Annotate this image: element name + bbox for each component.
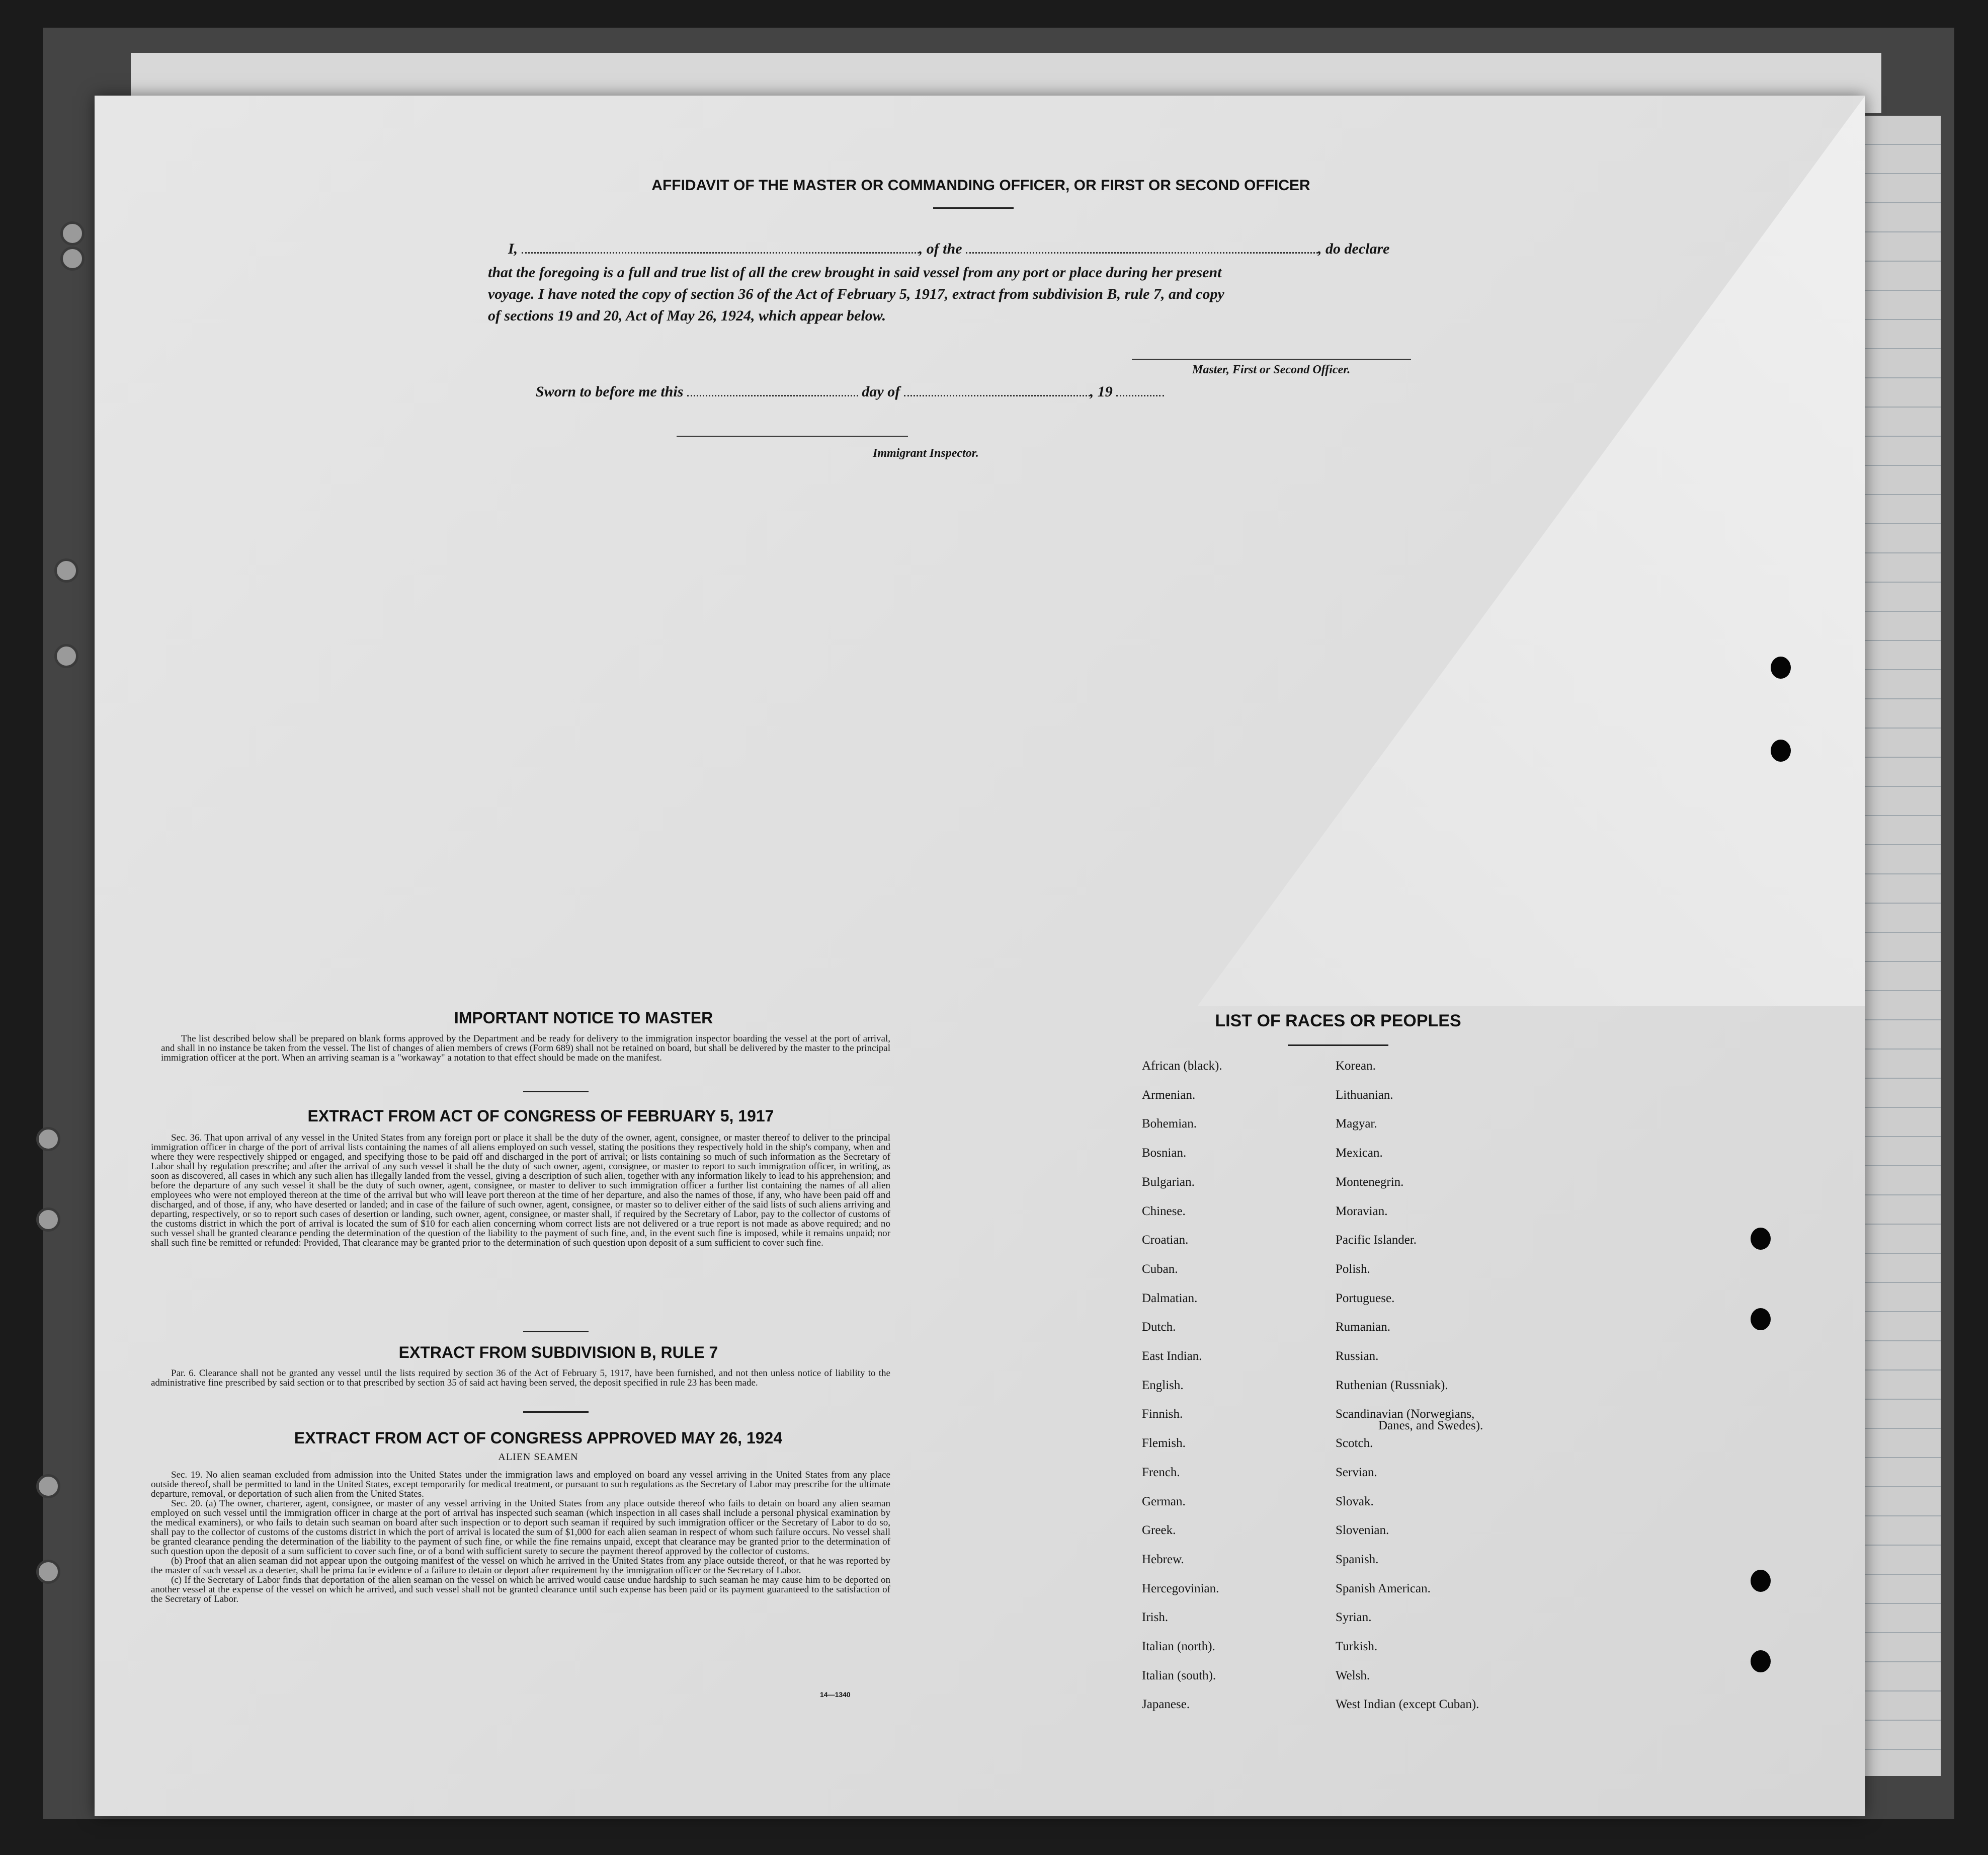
affidavit-body-line-3: voyage. I have noted the copy of section 36 of the Act of February 5, 1917, extract from subdivision B, rule 7, and copy [488, 286, 1224, 302]
extract-rule7-text [151, 1368, 890, 1388]
punch-hole [1771, 657, 1791, 679]
sworn-month-field[interactable] [904, 395, 1090, 396]
race-item: Rumanian. [1336, 1320, 1391, 1334]
binder-ring [60, 247, 85, 271]
section-20b: (b) Proof that an alien seaman did not appear upon the outgoing manifest of the vessel on which he arrived in the United States from any place outside thereof, or that he was reported by the master of such vessel as a deserter, shall be prima facie evidence of a failure to detain or deport after requirement by the immigration officer or the Secretary of Labor. [151, 1556, 890, 1576]
race-item: Lithuanian. [1336, 1088, 1393, 1102]
affidavit-i: I, [508, 240, 518, 257]
sworn-year-field[interactable] [1116, 395, 1164, 396]
binder-ring [54, 644, 78, 668]
inspector-label: Immigrant Inspector. [873, 447, 979, 460]
section-20a: Sec. 20. (a) The owner, charterer, agent, consignee, or master of any vessel arriving in the United States from any place outside thereof who fails to detain on board any alien seaman employed on such vessel until the immigration officer in charge at the port of arrival has inspected such seaman (which inspection in all cases shall include a personal physical examination by the medical examiners), or who fails to detain such seaman on board after such inspection or to deport such seaman if required by such immigration officer or the Secretary of Labor to do so, shall pay to the collector of customs of the customs district in which the port of arrival is located the sum of $1,000 for each alien seaman in respect of whom such failure occurs. No vessel shall be granted clearance pending the determination of the liability to the payment of such fine, or while the fine remains unpaid, except that clearance may be granted prior to the determination of such question upon the deposit of a sum sufficient to cover such fine, or of a bond with sufficient surety to secure the payment thereof approved by the collector of customs. [151, 1498, 890, 1557]
master-signature-label: Master, First or Second Officer. [1192, 363, 1351, 376]
extract-rule7-rule [523, 1411, 589, 1413]
races-rule [1288, 1044, 1388, 1046]
race-item: Cuban. [1142, 1262, 1178, 1276]
race-item: Portuguese. [1336, 1292, 1395, 1305]
race-item: Korean. [1336, 1059, 1376, 1073]
notice-title: IMPORTANT NOTICE TO MASTER [454, 1009, 713, 1027]
race-item: Finnish. [1142, 1407, 1183, 1421]
section-19: Sec. 19. No alien seaman excluded from admission into the United States under the immigration laws and employed on board any vessel arriving in the United States from any place outside thereof, shall be permitted to land in the United States, except temporarily for medical treatment, or pursuant to such regulations as the Secretary of Labor may prescribe for the ultimate departure, removal, or deportation of such alien from the United States. [151, 1470, 890, 1499]
binder-ring [36, 1127, 60, 1151]
section-20c: (c) If the Secretary of Labor finds that deportation of the alien seaman on the vessel on which he arrived would cause undue hardship to such seaman he may cause him to be deported on another vessel at the expense of the vessel on which he arrived, and such vessel shall not be granted clearance until such expense has been paid or its payment guaranteed to the satisfaction of the Secretary of Labor. [151, 1575, 890, 1604]
race-item: Montenegrin. [1336, 1175, 1404, 1189]
punch-hole [1751, 1228, 1771, 1250]
race-item: Scotch. [1336, 1436, 1373, 1450]
extract-1924-title: EXTRACT FROM ACT OF CONGRESS APPROVED MAY 26, 1924 [294, 1429, 783, 1447]
notice-text [161, 1034, 890, 1063]
sworn-prefix: Sworn to before me this [536, 383, 684, 400]
race-item: Flemish. [1142, 1436, 1186, 1450]
race-item: East Indian. [1142, 1349, 1202, 1363]
race-item: Turkish. [1336, 1640, 1378, 1653]
race-item: Italian (south). [1142, 1669, 1216, 1682]
affidavit-declare: , do declare [1318, 240, 1390, 257]
punch-hole [1751, 1650, 1771, 1672]
race-item: Magyar. [1336, 1117, 1377, 1131]
race-item: Pacific Islander. [1336, 1233, 1417, 1247]
name-field[interactable] [522, 252, 919, 254]
race-item: Scandinavian (Norwegians, [1336, 1407, 1475, 1421]
race-item: Italian (north). [1142, 1640, 1215, 1653]
vessel-field[interactable] [966, 252, 1318, 254]
affidavit-of-the: , of the [919, 240, 962, 257]
race-item: English. [1142, 1379, 1184, 1392]
race-item: Bohemian. [1142, 1117, 1197, 1131]
race-item: Ruthenian (Russniak). [1336, 1379, 1448, 1392]
binder-ring [60, 221, 85, 246]
paragraph-6: Par. 6. Clearance shall not be granted any vessel until the lists required by section 36 of the Act of February 5, 1917, have been furnished, and not then unless notice of liability to the administrative fine prescribed by said section or to that prescribed by section 35 of said act having been served, the deposit specified in rule 23 has been made. [151, 1368, 890, 1388]
notice-rule [523, 1091, 589, 1092]
affidavit-line-1 [508, 240, 1389, 258]
race-item: Japanese. [1142, 1698, 1190, 1711]
binder-ring [36, 1474, 60, 1498]
race-item: Russian. [1336, 1349, 1379, 1363]
race-item: Syrian. [1336, 1610, 1372, 1624]
extract-1924-text [151, 1470, 890, 1604]
race-item: West Indian (except Cuban). [1336, 1698, 1479, 1711]
section-36: Sec. 36. That upon arrival of any vessel in the United States from any foreign port or place it shall be the duty of the owner, agent, consignee, or master thereof to deliver to the principal immigration officer in charge of the port of arrival lists containing the names of all aliens employed on such vessel, stating the positions they respectively hold in the ship's company, when and where they were respectively shipped or engaged, and specifying those to be paid off and discharged in the port of arrival; or lists containing so much of such information as the Secretary of Labor shall by regulation prescribe; and after the arrival of any such vessel it shall be the duty of such owner, agent, consignee, or master to report to such immigration officer, in writing, as soon as discovered, all cases in which any such alien has illegally landed from the vessel, giving a description of such alien, together with any information likely to lead to his apprehension; and before the departure of any such vessel it shall be the duty of such owner, agent, consignee, or master to deliver to such immigration officer a further list containing the names of all alien employees who were not employed thereon at the time of the arrival but who will leave port thereon at the time of her departure, and also the names of those, if any, who have been paid off and discharged, and of those, if any, who have deserted or landed; and in case of the failure of such owner, agent, consignee, or master so to deliver either of the said lists of such aliens arriving and departing, respectively, or so to report such cases of desertion or landing, such owner, agent, consignee, or master shall, if required by the Secretary of Labor, pay to the collector of customs of the customs district in which the port of arrival is located the sum of $10 for each alien concerning whom correct lists are not delivered or a true report is not made as above required; and no such vessel shall be granted clearance pending the determination of the question of the liability to the payment of such fine, and, in the event such fine is imposed, while it remains unpaid; nor shall such fine be remitted or refunded: Provided, That clearance may be granted prior to the determination of such question upon deposit of a sum sufficient to cover such fine. [151, 1133, 890, 1248]
extract-1917-title: EXTRACT FROM ACT OF CONGRESS OF FEBRUARY 5, 1917 [307, 1107, 774, 1125]
races-title: LIST OF RACES OR PEOPLES [1215, 1011, 1461, 1030]
race-item: Irish. [1142, 1610, 1169, 1624]
underlying-lined-sheet [1865, 116, 1941, 1776]
race-item: Chinese. [1142, 1204, 1186, 1218]
race-item: German. [1142, 1495, 1186, 1508]
race-item: Hebrew. [1142, 1553, 1184, 1566]
race-item: Spanish. [1336, 1553, 1379, 1566]
race-item: African (black). [1142, 1059, 1222, 1073]
extract-1917-text [151, 1133, 890, 1248]
notice-paragraph: The list described below shall be prepared on blank forms approved by the Department and be ready for delivery to the immigration inspector boarding the vessel at the port of arrival, and shall in no instance be taken from the vessel. The list of changes of alien members of crews (Form 689) shall not be retained on board, but shall be delivered by the master to the principal immigration officer at the port. When an arriving seaman is a "workaway" a notation to that effect should be made on the manifest. [161, 1033, 890, 1063]
sworn-day-of: day of [862, 383, 900, 400]
race-item: Croatian. [1142, 1233, 1189, 1247]
binder-ring [36, 1207, 60, 1232]
race-item: Bulgarian. [1142, 1175, 1195, 1189]
race-item: Bosnian. [1142, 1146, 1187, 1160]
sworn-line [536, 383, 1164, 400]
sworn-day-field[interactable] [687, 395, 858, 396]
race-item: Greek. [1142, 1523, 1176, 1537]
race-item: Spanish American. [1336, 1582, 1431, 1595]
race-item: Armenian. [1142, 1088, 1196, 1102]
race-item: Slovak. [1336, 1495, 1374, 1508]
extract-1924-subtitle: ALIEN SEAMEN [498, 1451, 578, 1463]
race-item: Dalmatian. [1142, 1292, 1198, 1305]
punch-hole [1771, 740, 1791, 762]
race-item: Polish. [1336, 1262, 1370, 1276]
extract-1917-rule [523, 1331, 589, 1332]
punch-hole [1751, 1570, 1771, 1592]
affidavit-body-line-2: that the foregoing is a full and true list of all the crew brought in said vessel from any port or place during her present [488, 264, 1222, 281]
affidavit-title-rule [933, 207, 1014, 209]
binder-ring [36, 1560, 60, 1584]
master-signature-line[interactable] [1132, 359, 1411, 360]
affidavit-body-line-4: of sections 19 and 20, Act of May 26, 1924, which appear below. [488, 307, 886, 324]
race-item: Hercegovinian. [1142, 1582, 1219, 1595]
race-item: Servian. [1336, 1466, 1377, 1479]
race-item: Moravian. [1336, 1204, 1388, 1218]
race-item-continuation: Danes, and Swedes). [1378, 1419, 1483, 1432]
race-item: Welsh. [1336, 1669, 1370, 1682]
extract-rule7-title: EXTRACT FROM SUBDIVISION B, RULE 7 [398, 1343, 718, 1361]
race-item: French. [1142, 1466, 1180, 1479]
sworn-year: , 19 [1090, 383, 1113, 400]
race-item: Dutch. [1142, 1320, 1176, 1334]
race-item: Slovenian. [1336, 1523, 1389, 1537]
affidavit-title: AFFIDAVIT OF THE MASTER OR COMMANDING OFFICER, OR FIRST OR SECOND OFFICER [651, 177, 1310, 194]
inspector-signature-line[interactable] [677, 436, 908, 437]
race-item: Mexican. [1336, 1146, 1383, 1160]
punch-hole [1751, 1308, 1771, 1330]
binder-ring [54, 558, 78, 583]
form-number: 14—1340 [820, 1690, 851, 1699]
